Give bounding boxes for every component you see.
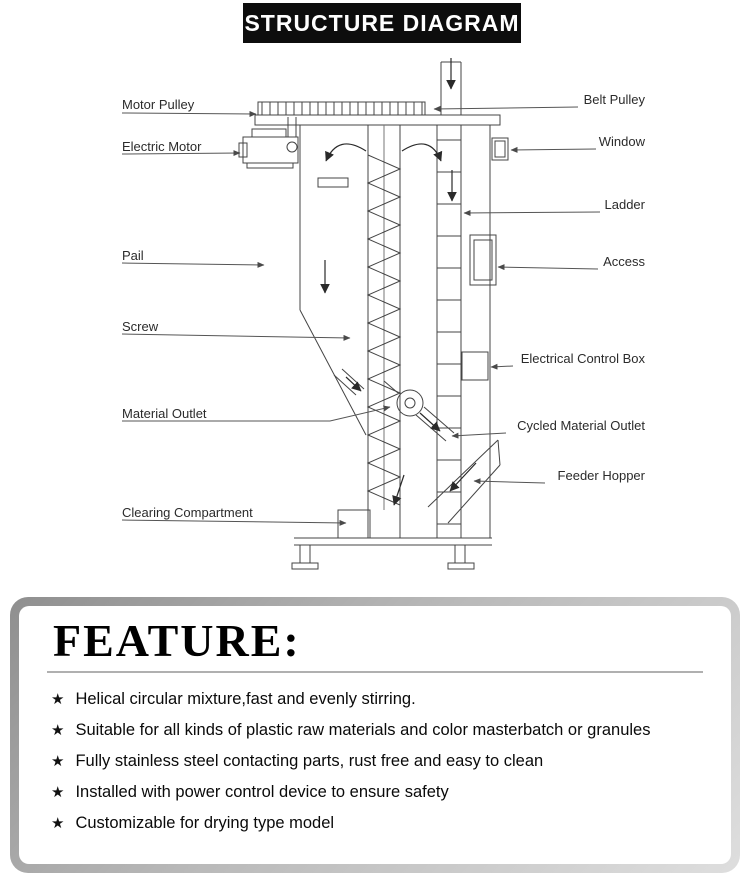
label-access: Access: [603, 254, 645, 269]
window: [492, 138, 508, 160]
machine-body: [255, 62, 500, 569]
cycled-material-outlet: [416, 407, 454, 441]
label-clearing-compartment: Clearing Compartment: [122, 505, 253, 520]
page-title: STRUCTURE DIAGRAM: [243, 3, 521, 43]
structure-diagram: [0, 55, 750, 595]
label-material-outlet: Material Outlet: [122, 406, 207, 421]
feature-box: [10, 597, 740, 873]
label-motor-pulley: Motor Pulley: [122, 97, 195, 112]
label-electrical-control-box: Electrical Control Box: [520, 351, 645, 366]
label-electric-motor: Electric Motor: [122, 139, 202, 154]
feature-list-item: [51, 691, 705, 708]
label-screw: Screw: [122, 319, 159, 334]
feature-item-text: Installed with power control device to ensure safety: [75, 783, 449, 801]
feature-item-text: Helical circular mixture,fast and evenly stirring.: [75, 690, 416, 708]
leader-lines-left: [122, 113, 390, 523]
access-door: [470, 235, 496, 285]
label-feeder-hopper: Feeder Hopper: [557, 468, 645, 483]
material-outlet-valve: [334, 369, 423, 416]
label-cycled-material-outlet: Cycled Material Outlet: [517, 418, 645, 433]
label-belt-pulley: Belt Pulley: [583, 92, 645, 107]
feature-list: [45, 691, 705, 832]
feature-item-text: Suitable for all kinds of plastic raw materials and color masterbatch or granules: [75, 721, 651, 739]
clearing-compartment: [338, 510, 370, 538]
feature-divider: [47, 671, 703, 673]
label-ladder: Ladder: [604, 197, 645, 212]
feature-list-item: [51, 753, 705, 770]
ladder: [437, 125, 461, 538]
feature-list-item: [51, 722, 705, 739]
star-icon: ★: [51, 691, 65, 708]
feature-list-item: [51, 784, 705, 801]
feature-box-inner: [19, 606, 731, 864]
star-icon: ★: [51, 815, 65, 832]
star-icon: ★: [51, 753, 65, 770]
star-icon: ★: [51, 784, 65, 801]
electrical-control-box: [462, 352, 488, 380]
feature-list-item: [51, 815, 705, 832]
feature-title: FEATURE:: [53, 615, 301, 666]
star-icon: ★: [51, 722, 65, 739]
feature-item-text: Fully stainless steel contacting parts, rust free and easy to clean: [75, 752, 544, 770]
label-pail: Pail: [122, 248, 144, 263]
label-window: Window: [598, 134, 645, 149]
feature-item-text: Customizable for drying type model: [75, 814, 335, 832]
